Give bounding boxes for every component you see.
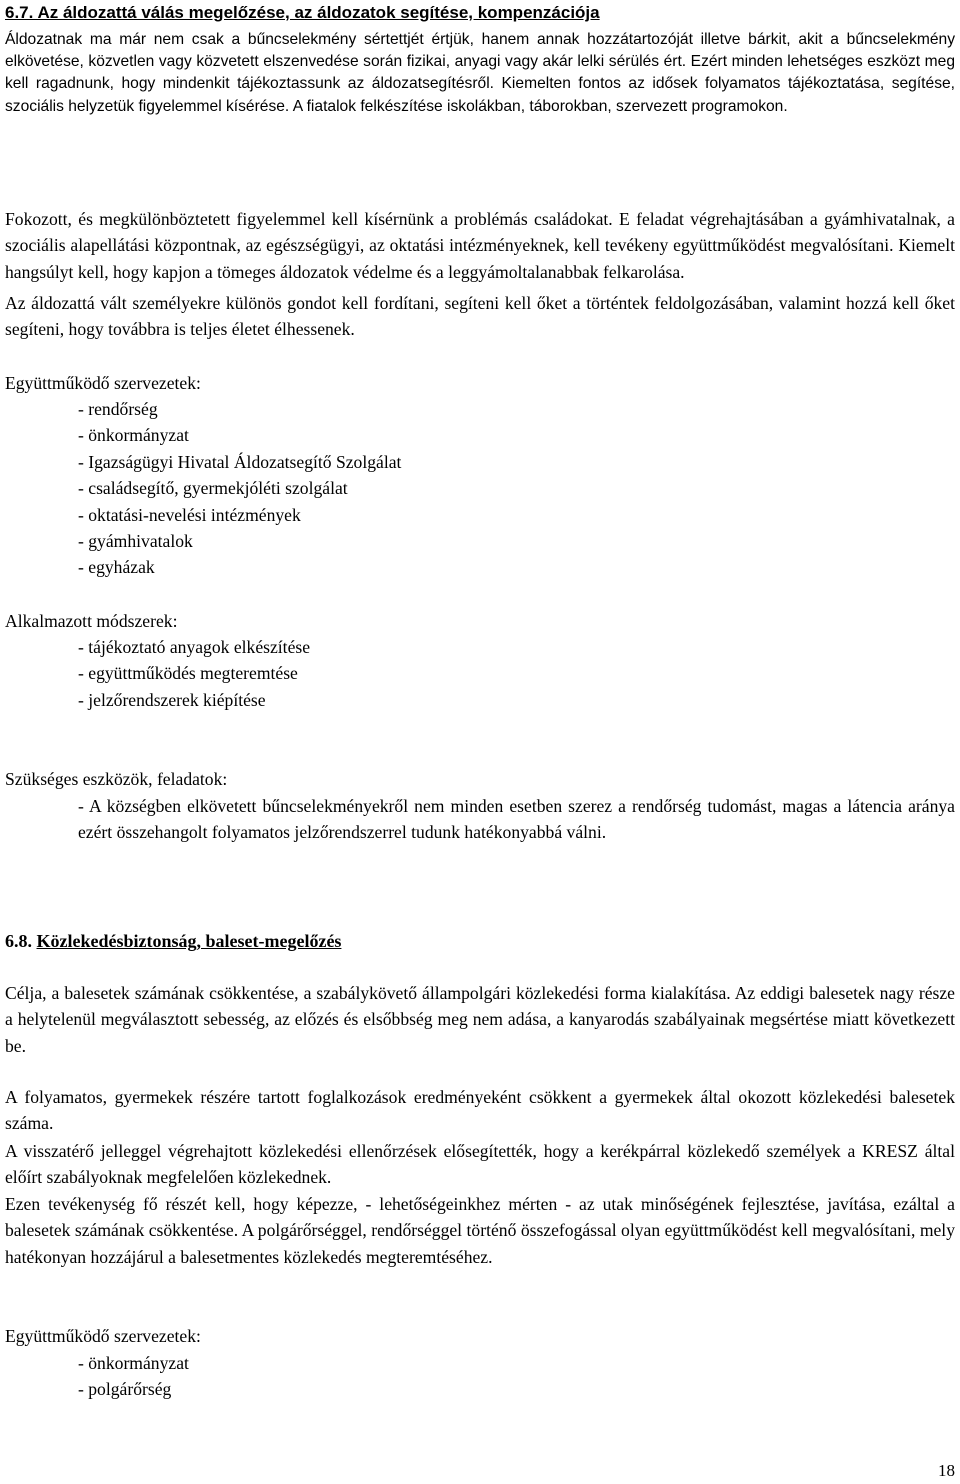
paragraph-victim-definition: Áldozatnak ma már nem csak a bűncselekmény sértettjét értjük, hanem annak hozzátartozóját illetve bárkit, akit a bűncselekmény elkövetése, közvetlen vagy közvetett elszenvedése során fizikai, anyagi vagy akár lelki sérülés ért. Ezért minden lehetséges eszközt meg kell ragadnunk, hogy mindenkit tájékoztassunk az áldozatsegítésről. Kiemelten fontos az idősek folyamatos tájékoztatása, segítése, szociális helyzetük figyelemmel kísérése. A fiatalok felkészítése iskolákban, táborokban, szervezett programokon. (5, 31, 955, 115)
list-item: - tájékoztató anyagok elkészítése (78, 637, 311, 657)
section-title: Közlekedésbiztonság, baleset-megelőzés (36, 931, 342, 951)
list-item: - Igazságügyi Hivatal Áldozatsegítő Szolgálat (78, 451, 402, 472)
paragraph-traffic-checks: A visszatérő jelleggel végrehajtott közlekedési ellenőrzések elősegítették, hogy a kerékpárral közlekedő személyek a KRESZ által előírt szabályoknak megfelelően közlekednek. (5, 1141, 955, 1188)
list-item: - önkormányzat (78, 425, 189, 446)
paragraph-goal: Célja, a balesetek számának csökkentése, a szabálykövető állampolgári közlekedési forma kialakítása. Az eddigi balesetek nagy része a helytelenül megválasztott sebesség, az előzés és elsőbbség meg nem adása, a kanyarodás szabályainak megsértése miatt következett be. (5, 983, 955, 1056)
paragraph-road-quality: Ezen tevékenység fő részét kell, hogy képezze, - lehetőségeinkhez mérten - az utak minőségének fejlesztése, javítása, ezáltal a balesetek számának csökkentése. A polgárőrséggel, rendőrséggel történő összefogással olyan együttműködést kell megvalósítani, mely hatékonyan hozzájárul a balesetmentes közlekedés megteremtéséhez. (5, 1194, 955, 1267)
page-number: 18 (938, 1461, 955, 1480)
list-item: - együttműködés megteremtése (78, 663, 298, 684)
list-item: - polgárőrség (78, 1379, 172, 1400)
cooperating-orgs-label: Együttműködő szervezetek: (5, 373, 201, 393)
list-item: - egyházak (78, 557, 155, 578)
required-tools-label: Szükséges eszközök, feladatok: (5, 769, 228, 789)
applied-methods-label: Alkalmazott módszerek: (5, 611, 178, 631)
paragraph-victim-care: Az áldozattá vált személyekre különös gondot kell fordítani, segíteni kell őket a történtek feldolgozásában, valamint hozzá kell őket segíteni, hogy továbbra is teljes életet élhessenek. (5, 293, 955, 340)
list-item: - gyámhivatalok (78, 531, 193, 552)
list-item: - családsegítő, gyermekjóléti szolgálat (78, 478, 348, 499)
cooperating-orgs-list (78, 396, 401, 581)
required-tools-text: - A községben elkövetett bűncselekményekről nem minden esetben szerez a rendőrség tudomást, magas a látencia aránya ezért összehangolt folyamatos jelzőrendszerrel tudunk hatékonyabbá válni. (78, 796, 955, 843)
list-item: - önkormányzat (78, 1353, 189, 1373)
list-item: - oktatási-nevelési intézmények (78, 504, 301, 525)
applied-methods-list (78, 634, 310, 713)
list-item: - jelzőrendszerek kiépítése (78, 689, 266, 710)
section-number: 6.8. (5, 931, 32, 951)
paragraph-problem-families: Fokozott, és megkülönböztetett figyelemmel kell kísérnünk a problémás családokat. E feladat végrehajtásában a gyámhivatalnak, a szociális alapellátási központnak, az egészségügyi, az oktatási intézményeknek, kell tevékeny együttműködést megvalósítani. Kiemelt hangsúlyt kell, hogy kapjon a tömeges áldozatok védelme és a leggyámoltalanabbak felkarolása. (5, 209, 955, 282)
list-item: - rendőrség (78, 399, 158, 419)
paragraph-children-sessions: A folyamatos, gyermekek részére tartott foglalkozások eredményeként csökkent a gyermekek által okozott közlekedési balesetek száma. (5, 1087, 955, 1134)
section-heading-6-8 (5, 930, 955, 952)
section-heading-6-7: 6.7. Az áldozattá válás megelőzése, az áldozatok segítése, kompenzációja (5, 3, 600, 22)
cooperating-orgs-list-2 (78, 1350, 189, 1403)
cooperating-orgs-label-2: Együttműködő szervezetek: (5, 1326, 201, 1346)
